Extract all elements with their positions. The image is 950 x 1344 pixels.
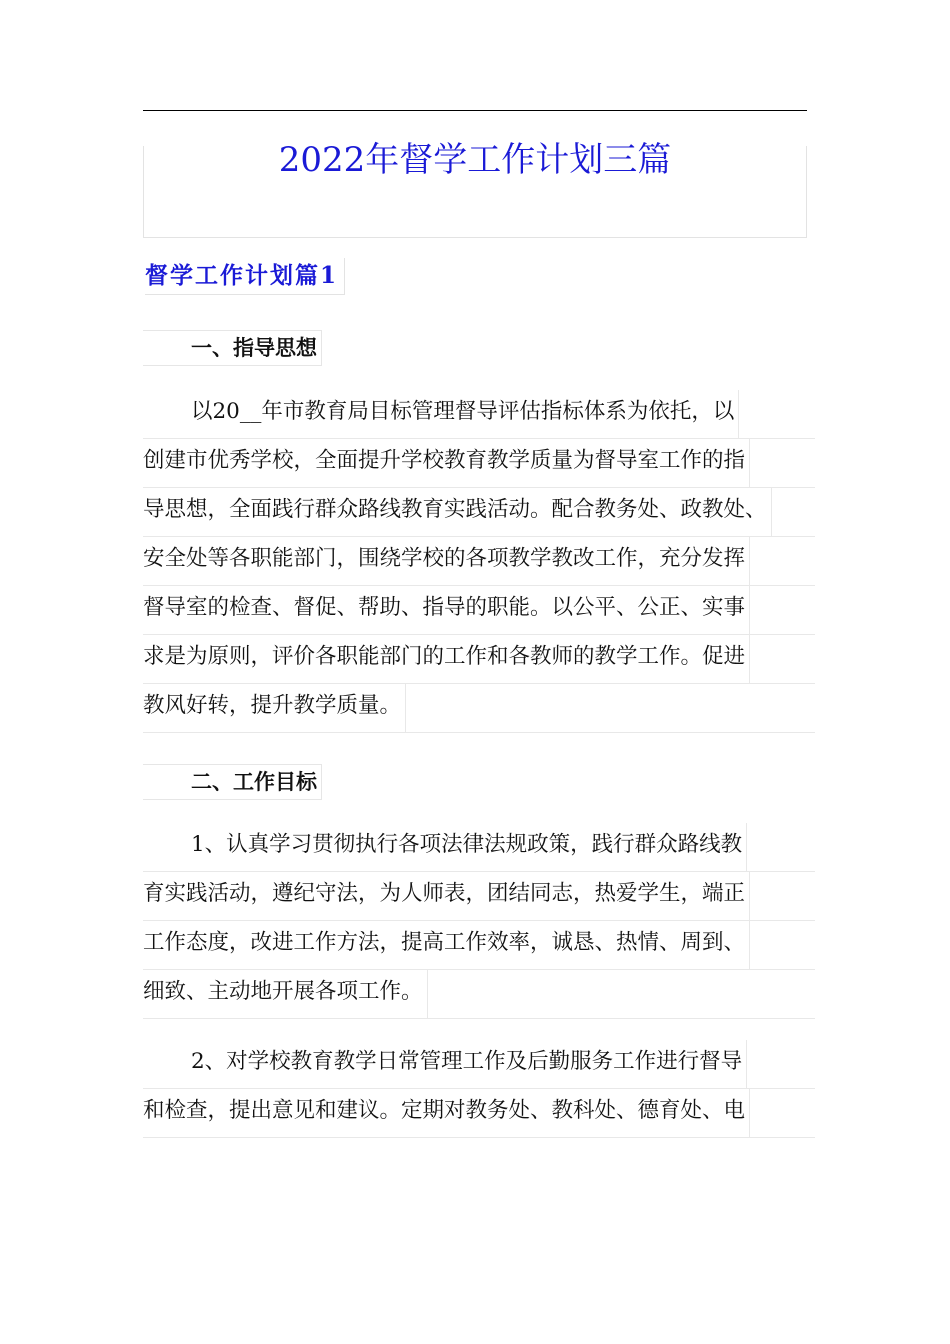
document-title: 2022年督学工作计划三篇	[278, 140, 672, 180]
text-line: 1、认真学习贯彻执行各项法律法规政策，践行群众路线教	[143, 823, 815, 872]
text-line: 安全处等各职能部门，围绕学校的各项教学教改工作，充分发挥	[143, 537, 815, 586]
paragraph-goal-1	[143, 823, 815, 1019]
text-line: 以20__年市教育局目标管理督导评估指标体系为依托，以	[143, 390, 815, 439]
section-title: 督学工作计划篇1	[145, 258, 345, 295]
text-line: 和检查，提出意见和建议。定期对教务处、教科处、德育处、电	[143, 1089, 815, 1138]
text-line: 育实践活动，遵纪守法，为人师表，团结同志，热爱学生，端正	[143, 872, 815, 921]
text-line: 督导室的检查、督促、帮助、指导的职能。以公平、公正、实事	[143, 586, 815, 635]
text-line: 导思想，全面践行群众路线教育实践活动。配合教务处、政教处、	[143, 488, 815, 537]
text-line: 求是为原则，评价各职能部门的工作和各教师的教学工作。促进	[143, 635, 815, 684]
text-line: 工作态度，改进工作方法，提高工作效率，诚恳、热情、周到、	[143, 921, 815, 970]
text-line: 创建市优秀学校，全面提升学校教育教学质量为督导室工作的指	[143, 439, 815, 488]
paragraph-guiding-thought	[143, 390, 815, 733]
text-line: 细致、主动地开展各项工作。	[143, 970, 815, 1019]
text-line: 2、对学校教育教学日常管理工作及后勤服务工作进行督导	[143, 1040, 815, 1089]
paragraph-goal-2	[143, 1040, 815, 1138]
heading-guiding-thought: 一、指导思想	[143, 330, 322, 366]
text-line: 教风好转，提升教学质量。	[143, 684, 815, 733]
top-rule	[143, 110, 807, 111]
heading-work-goals: 二、工作目标	[143, 764, 322, 800]
